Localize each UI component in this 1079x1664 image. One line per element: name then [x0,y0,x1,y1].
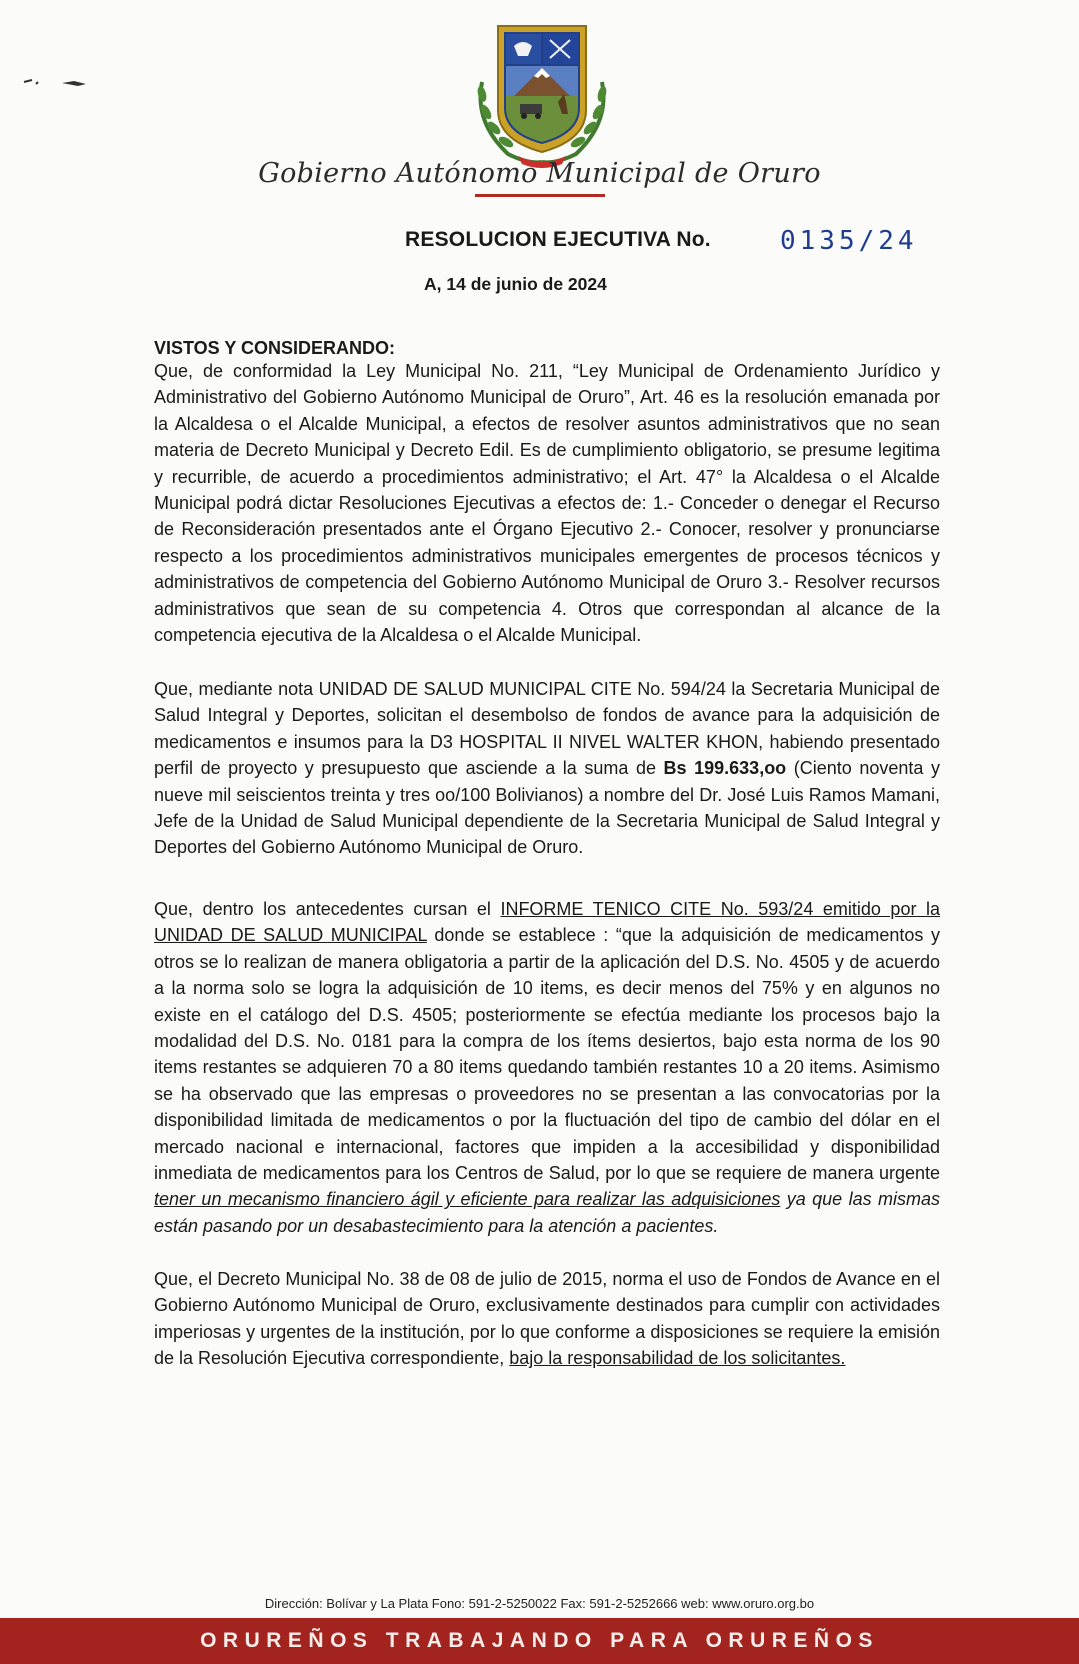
paragraph-report-text-1: Que, dentro los antecedentes cursan el [154,899,501,919]
paragraph-request-text-1: Que, mediante nota UNIDAD DE SALUD MUNICIPAL CITE No. 594/24 la Secretaria Municipal de Salud Integral y Deportes, solicitan el desembolso de fondos de avance para la adquisición de medicamentos e insumos para la D3 HOSPITAL II NIVEL WALTER KHON, habiendo presentado perfil de proyecto y presupuesto que asciende a la suma de [154,679,940,779]
paragraph-request-text-2: (Ciento noventa y nueve mil seiscientos treinta y tres oo/100 Bolivianos) a nombre del Dr. José Luis Ramos Mamani, Jefe de la Unidad de Salud Municipal dependiente de la Secretaria Municipal de Salud Integral y Deportes del Gobierno Autónomo Municipal de Oruro. [154,758,940,858]
organization-name: Gobierno Autónomo Municipal de Oruro [258,158,821,189]
responsibility-clause: bajo la responsabilidad de los solicitantes. [509,1348,846,1369]
paragraph-legal-basis: Que, de conformidad la Ley Municipal No. 211, “Ley Municipal de Ordenamiento Jurídico y Administrativo del Gobierno Autónomo Municipal de Oruro”, Art. 46 es la resolución emanada por la Alcaldesa o el Alcalde Municipal, a efectos de resolver asuntos administrativos que no sean materia de Decreto Municipal y Decreto Edil. Es de cumplimiento obligatorio, se presume legitima y recurrible, de acuerdo a procedimientos administrativo; el Art. 47° la Alcaldesa o el Alcalde Municipal podrá dictar Resoluciones Ejecutivas a efectos de: 1.- Conceder o denegar el Recurso de Reconsideración presentados ante el Órgano Ejecutivo 2.- Conocer, resolver y pronunciarse respecto a los procedimientos administrativos municipales emergentes de procesos técnicos y administrativos de competencia del Gobierno Autónomo Municipal de Oruro 3.- Resolver recursos administrativos que sean de su competencia 4. Otros que correspondan al alcance de la competencia ejecutiva de la Alcaldesa o el Alcalde Municipal. [154,361,940,646]
organization-divider [475,194,605,197]
footer-slogan-band [0,1618,1079,1664]
report-reference: INFORME TENICO CITE No. 593/24 emitido por la UNIDAD DE SALUD MUNICIPAL [154,899,941,946]
footer-contact-info: Dirección: Bolívar y La Plata Fono: 591-2-5250022 Fax: 591-2-5252666 web: www.oruro.org.bo [264,1596,815,1611]
requested-amount: Bs 199.633,oo [663,758,787,779]
paragraph-decree-text: Que, el Decreto Municipal No. 38 de 08 de julio de 2015, norma el uso de Fondos de Avance en el Gobierno Autónomo Municipal de Oruro, exclusivamente destinados para cumplir con actividades imperiosas y urgentes de la institución, por lo que conforme a disposiciones se requiere la emisión de la Resolución Ejecutiva correspondiente, [154,1269,940,1369]
section-heading: VISTOS Y CONSIDERANDO: [154,338,396,358]
report-emphasis: tener un mecanismo financiero ágil y eficiente para realizar las adquisiciones [154,1189,781,1210]
paragraph-report-text-2: donde se establece : “que la adquisición de medicamentos y otros se lo realizan de manera obligatoria a partir de la aplicación del D.S. No. 4505 y de acuerdo a la norma solo se logra la adquisición de 10 items, es decir menos del 75% y en algunos no existe en el catálogo del D.S. 4505; posteriormente se efectúa mediante los procesos bajo la modalidad del D.S. No. 0181 para la compra de los ítems desiertos, bajo esta norma de los 90 items restantes se adquieren 70 a 80 items quedando también restantes 10 a 20 items. Asimismo se ha observado que las empresas o proveedores no se presentan a las convocatorias por la disponibilidad limitada de medicamentos o por la fluctuación del tipo de cambio del dólar en el mercado nacional e internacional, factores que impiden a la accesibilidad y disponibilidad inmediata de medicamentos para los Centros de Salud, por lo que se requiere de manera urgente [154,925,940,1184]
paragraph-decree [154,1266,940,1372]
report-conclusion: ya que las mismas están pasando por un desabastecimiento para la atención a pacientes. [154,1189,941,1236]
paragraph-technical-report [154,896,940,1239]
coat-of-arms-seal [468,22,616,172]
scan-artifact [22,76,92,90]
paragraph-request-note [154,676,940,861]
resolution-number-stamp: 0135/24 [780,226,918,256]
resolution-title: RESOLUCION EJECUTIVA No. [405,228,711,251]
footer-slogan: ORUREÑOS TRABAJANDO PARA ORUREÑOS [200,1629,879,1652]
resolution-date: A, 14 de junio de 2024 [424,274,607,294]
